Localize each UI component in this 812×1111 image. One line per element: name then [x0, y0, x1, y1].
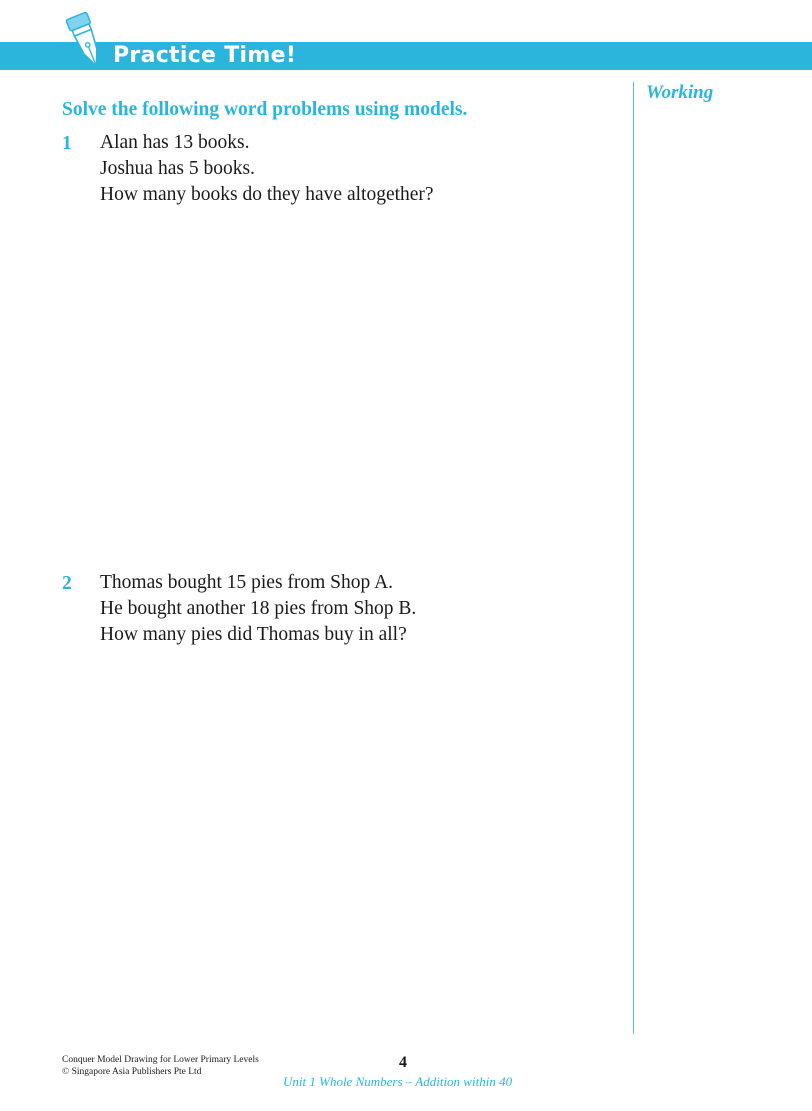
footer-unit-title: Unit 1 Whole Numbers – Addition within 40 [283, 1074, 513, 1089]
question-1-line: How many books do they have altogether? [100, 184, 434, 205]
question-1-line: Alan has 13 books. [100, 132, 250, 153]
footer-copyright: © Singapore Asia Publishers Pte Ltd [62, 1067, 202, 1077]
page-number: 4 [399, 1054, 407, 1071]
question-1-number: 1 [62, 133, 72, 154]
question-2-text [100, 570, 416, 648]
footer-book-title: Conquer Model Drawing for Lower Primary Levels [62, 1055, 259, 1065]
question-1-line: Joshua has 5 books. [100, 158, 255, 179]
working-divider [633, 82, 634, 1034]
working-label: Working [646, 82, 714, 103]
question-1-text [100, 130, 434, 208]
question-2-line: How many pies did Thomas buy in all? [100, 624, 407, 645]
question-2-line: Thomas bought 15 pies from Shop A. [100, 572, 394, 593]
footer-credits [62, 1054, 259, 1078]
page-title: Practice Time! [113, 43, 297, 68]
fountain-pen-icon [62, 12, 112, 74]
question-2-number: 2 [62, 573, 72, 594]
question-2-line: He bought another 18 pies from Shop B. [100, 598, 417, 619]
instruction-text: Solve the following word problems using models. [62, 99, 468, 120]
